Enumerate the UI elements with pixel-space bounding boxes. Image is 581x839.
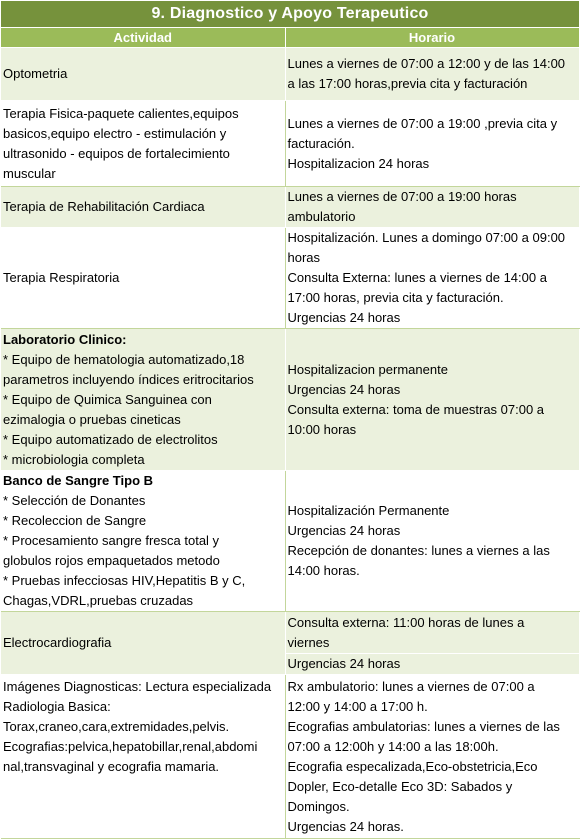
activity-cell (1, 471, 285, 612)
schedule-line: horas (287, 250, 321, 265)
activity-line: Optometria (3, 66, 68, 81)
activity-line: * Pruebas infecciosas HIV,Hepatitis B y C, (3, 573, 246, 588)
table-row (1, 329, 579, 471)
activity-line: Ecografias:pelvica,hepatobillar,renal,abdomi (3, 739, 258, 754)
activity-line: Chagas,VDRL,pruebas cruzadas (3, 593, 194, 608)
schedule-line: Hospitalización Permanente (287, 503, 450, 518)
activity-line: parametros incluyendo índices eritrocitarios (3, 371, 254, 387)
schedule-line: Urgencias 24 horas (287, 310, 401, 325)
schedule-line: Lunes a viernes de 07:00 a 19:00 ,previa cita y (287, 115, 558, 131)
schedule-line: 10:00 horas (287, 421, 357, 437)
schedule-cell (285, 675, 579, 839)
activity-cell (1, 675, 285, 839)
schedule-line: Lunes a viernes de 07:00 a 19:00 horas (287, 189, 517, 204)
schedule-line: Ecografias ambulatorias: lunes a viernes de las (287, 719, 560, 734)
schedule-line: Consulta externa: toma de muestras 07:00 a (287, 401, 545, 417)
services-table (1, 28, 580, 839)
schedule-line: facturación. (287, 135, 355, 151)
schedule-line: Hospitalización. Lunes a domingo 07:00 a 09:00 (287, 230, 566, 245)
schedule-line: 12:00 y 14:00 a 17:00 h. (287, 699, 428, 714)
schedule-line: Consulta Externa: lunes a viernes de 14:00 a (287, 270, 547, 285)
activity-cell (1, 228, 285, 329)
activity-line: Terapia Fisica-paquete calientes,equipos (3, 105, 239, 121)
schedule-cell (285, 187, 579, 228)
table-row (1, 228, 579, 329)
table-row (1, 471, 579, 612)
activity-line: Terapia Respiratoria (3, 270, 120, 285)
schedule-line: a las 17:00 horas,previa cita y facturación (287, 76, 528, 91)
activity-line: Torax,craneo,cara,extremidades,pelvis. (3, 719, 230, 734)
schedule-line: ambulatorio (287, 209, 356, 224)
table-header-row (1, 28, 579, 48)
activity-heading: Laboratorio Clinico: (3, 331, 127, 347)
section-title: 9. Diagnostico y Apoyo Terapeutico (1, 1, 579, 27)
schedule-line: 17:00 horas, previa cita y facturación. (287, 290, 504, 305)
schedule-line: Urgencias 24 horas (287, 381, 401, 397)
activity-line: Terapia de Rehabilitación Cardiaca (3, 199, 205, 214)
table-row (1, 612, 579, 675)
activity-line: * Procesamiento sangre fresca total y (3, 533, 220, 548)
schedule-line: Lunes a viernes de 07:00 a 12:00 y de las 14:00 (287, 56, 566, 71)
activity-line: Electrocardiografia (3, 635, 112, 650)
schedule-line: Dopler, Eco-detalle Eco 3D: Sabados y (287, 779, 513, 794)
activity-line: * Equipo de hematologia automatizado,18 (3, 351, 245, 367)
schedule-cell (285, 329, 579, 471)
schedule-line: Urgencias 24 horas (287, 655, 401, 671)
activity-line: nal,transvaginal y ecografia mamaria. (3, 759, 220, 774)
schedule-line: Urgencias 24 horas. (287, 819, 404, 834)
activity-line: ezimalogia o pruebas cineticas (3, 411, 181, 427)
schedule-line: Urgencias 24 horas (287, 523, 401, 538)
schedule-line: Hospitalizacion permanente (287, 361, 448, 377)
schedule-line: 07:00 a 12:00h y 14:00 a las 18:00h. (287, 739, 499, 754)
activity-line: muscular (3, 165, 56, 181)
activity-column-header: Actividad (1, 28, 285, 48)
schedule-cell (285, 471, 579, 612)
schedule-line: viernes (287, 634, 330, 650)
activity-cell (1, 48, 285, 101)
activity-line: * Recoleccion de Sangre (3, 513, 147, 528)
schedule-line: 14:00 horas. (287, 563, 360, 578)
schedule-line: Domingos. (287, 799, 350, 814)
table-row (1, 187, 579, 228)
activity-cell (1, 329, 285, 471)
schedule-line: Hospitalizacion 24 horas (287, 155, 430, 171)
activity-line: * Equipo de Quimica Sanguinea con (3, 391, 212, 407)
schedule-column-header: Horario (285, 28, 579, 48)
schedule-cell (285, 612, 579, 675)
activity-line: * Selección de Donantes (3, 493, 146, 508)
schedule-cell (285, 48, 579, 101)
activity-cell (1, 101, 285, 187)
activity-line: globulos rojos empaquetados metodo (3, 553, 220, 568)
activity-line: * Equipo automatizado de electrolitos (3, 431, 218, 447)
table-row (1, 675, 579, 839)
activity-line: * microbiologia completa (3, 451, 145, 467)
schedule-line: Recepción de donantes: lunes a viernes a las (287, 543, 550, 558)
schedule-cell (285, 101, 579, 187)
activity-line: ultrasonido - equipos de fortalecimiento (3, 145, 230, 161)
table-row (1, 101, 579, 187)
schedule-cell (285, 228, 579, 329)
activity-cell (1, 187, 285, 228)
activity-line: Imágenes Diagnosticas: Lectura especializada (3, 679, 272, 694)
activity-line: basicos,equipo electro - estimulación y (3, 125, 227, 141)
activity-cell (1, 612, 285, 675)
activity-heading: Banco de Sangre Tipo B (3, 473, 154, 488)
schedule-line: Ecografia especalizada,Eco-obstetricia,Eco (287, 759, 538, 774)
schedule-line: Consulta externa: 11:00 horas de lunes a (287, 614, 525, 630)
table-row (1, 48, 579, 101)
schedule-line: Rx ambulatorio: lunes a viernes de 07:00 a (287, 679, 535, 694)
activity-line: Radiologia Basica: (3, 699, 111, 714)
